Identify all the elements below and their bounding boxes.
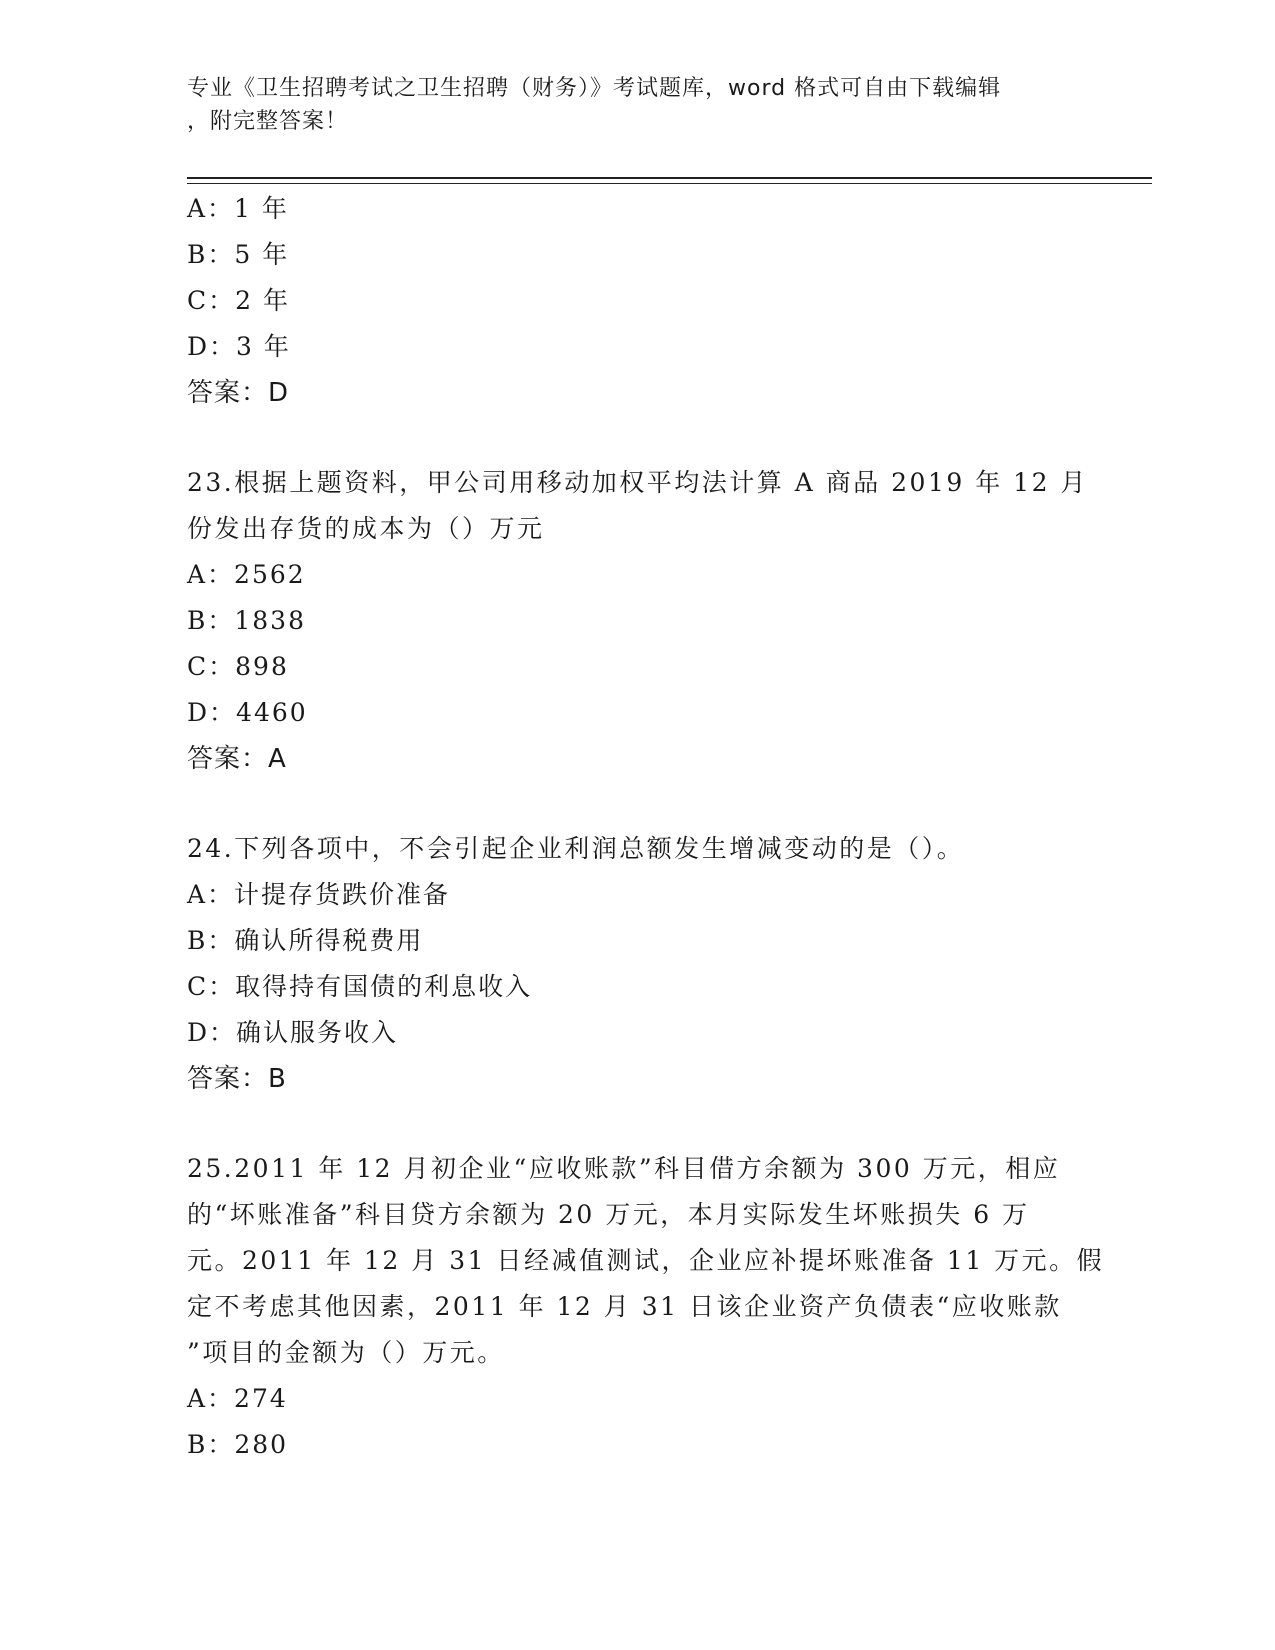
question-24: [187, 826, 1087, 1102]
option-c: C：2 年: [187, 286, 290, 315]
stem-line: ”项目的金额为（）万元。: [187, 1338, 505, 1367]
option-b: B：确认所得税费用: [187, 926, 424, 955]
question-stem: [187, 460, 1087, 552]
option-b: B：280: [187, 1430, 289, 1459]
header-line-2: ，附完整答案！: [187, 109, 349, 134]
option-c: C：取得持有国债的利息收入: [187, 972, 533, 1001]
stem-line: 份发出存货的成本为（）万元: [187, 514, 545, 543]
answer: 答案：B: [187, 1064, 287, 1094]
question-22: [187, 186, 1087, 416]
stem-line: 元。2011 年 12 月 31 日经减值测试，企业应补提坏账准备 11 万元。假: [187, 1246, 1105, 1275]
stem-line: 的“坏账准备”科目贷方余额为 20 万元，本月实际发生坏账损失 6 万: [187, 1200, 1030, 1229]
option-a: A：1 年: [187, 194, 289, 223]
option-c: C：898: [187, 652, 289, 681]
header-divider-thin: [187, 183, 1152, 184]
answer: 答案：A: [187, 744, 287, 774]
question-content: [187, 186, 1105, 1468]
question-stem: [187, 826, 1087, 872]
answer: 答案：D: [187, 378, 290, 408]
option-d: D：确认服务收入: [187, 1018, 399, 1047]
stem-line: 24.下列各项中，不会引起企业利润总额发生增减变动的是（）。: [187, 834, 965, 863]
question-stem: [187, 1146, 1105, 1376]
option-a: A：计提存货跌价准备: [187, 880, 451, 909]
option-a: A：2562: [187, 560, 306, 589]
option-d: D：3 年: [187, 332, 291, 361]
header-line-1: 专业《卫生招聘考试之卫生招聘（财务）》考试题库，word 格式可自由下载编辑: [187, 76, 1002, 101]
option-b: B：1838: [187, 606, 306, 635]
stem-line: 25.2011 年 12 月初企业“应收账款”科目借方余额为 300 万元，相应: [187, 1154, 1061, 1183]
option-d: D：4460: [187, 698, 308, 727]
question-25: [187, 1146, 1105, 1468]
option-b: B：5 年: [187, 240, 290, 269]
header-divider-thick: [187, 177, 1152, 179]
question-23: [187, 460, 1087, 782]
stem-line: 23.根据上题资料，甲公司用移动加权平均法计算 A 商品 2019 年 12 月: [187, 468, 1088, 497]
document-header: [187, 72, 1087, 138]
stem-line: 定不考虑其他因素，2011 年 12 月 31 日该企业资产负债表“应收账款: [187, 1292, 1062, 1321]
option-a: A：274: [187, 1384, 288, 1413]
